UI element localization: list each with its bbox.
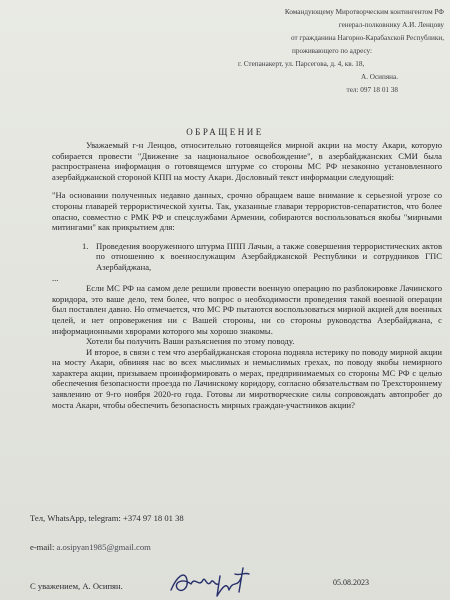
header-line-7: тел: 097 18 01 38 (346, 86, 398, 94)
document-date: 05.08.2023 (333, 578, 369, 587)
document-title: ОБРАЩЕНИЕ (186, 127, 264, 137)
paragraph-second: И второе, в связи с тем что азербайджанская сторона подняла истерику по поводу мирной акции на мосту Акари, обвиняя нас во всех мыслимых и немыслимых грехах, по поводу якобы немирного характера акции, призываем проинформировать о мерах, предпринимаемых со стороны МС РФ с целью обеспечения безопасности проезда по Лачинскому коридору, согласно обязательствам по Трехстороннему заявлению от 9-го ноября 2020-го года. Готовы ли миротворческие силы сопровождать автопробег до моста Акари, чтобы обеспечить безопасность мирных граждан-участников акции? (52, 346, 442, 410)
header-line-3: от гражданина Нагорно-Карабахской Республики, (291, 34, 444, 42)
paragraph-question: Если МС РФ на самом деле решили провести военную операцию по разблокировке Лачинского коридора, это ваше дело, тем более, что вопрос о необходимости проведения такой военной операции был поставлен давно. Но отмечается, что МС РФ пытаются воспользоваться мирной акцией для военных целей, и нет опровержения ни с Вашей стороны, ни со стороны руководства Азербайджана, с информационными хврорами которого мы хорошо знакомы. (52, 283, 442, 336)
addressee-block (238, 6, 444, 97)
list-item (82, 241, 442, 273)
letter-body (52, 140, 442, 410)
email-line (30, 542, 151, 552)
header-line-4: проживающего по адресу: (292, 47, 373, 55)
header-line-5: г. Степанакерт, ул. Парсегова, д. 4, кв. 18, (238, 60, 365, 68)
header-line-6: А. Осипяна. (361, 73, 398, 81)
handwritten-signature (165, 566, 265, 600)
header-line-1: Командующему Миротворческим контингентом РФ (284, 8, 444, 16)
closing-line: С уважением, А. Осипян. (30, 581, 123, 591)
paragraph-request: Хотели бы получить Ваши разъяснения по этому поводу. (86, 336, 295, 347)
header-line-2: генерал-полковнику А.И. Ленцову (338, 21, 444, 29)
paragraph-quote: "На основании полученных недавно данных, срочно обращаем ваше внимание к серьезной угрозе со стороны главарей террористической хунты. Так, указанные главари террористов-сепаратистов, что более опасно, совместно с РМК РФ и спецслужбами Армении, собираются воспользоваться якобы "мирными митингами" как прикрытием для: (52, 190, 442, 233)
email-label: e-mail: (30, 542, 55, 552)
list-text: Проведения вооруженного штурма ППП Лачын, а также совершения террористических актов по отношению к военнослужащим Азербайджанской Республики и сотрудников ГПС Азербайджана, (96, 240, 442, 272)
email-value: a.osipyan1985@gmail.com (56, 542, 151, 552)
list-number: 1. (82, 240, 89, 251)
paragraph-intro: Уважаемый г-н Ленцов, относительно готовящейся мирной акции на мосту Акари, которую собирается провести "Движение за национальное освобождение", в азербайджанских СМИ была распространена информация о готовящемся штурме со стороны МС РФ незаконно установленного азербайджанской стороной КПП на мосту Акари. Дословный текст информации следующий: (52, 140, 442, 182)
ellipsis: ... (52, 272, 59, 283)
phone-line: Тел, WhatsApp, telegram: +374 97 18 01 38 (30, 513, 184, 523)
